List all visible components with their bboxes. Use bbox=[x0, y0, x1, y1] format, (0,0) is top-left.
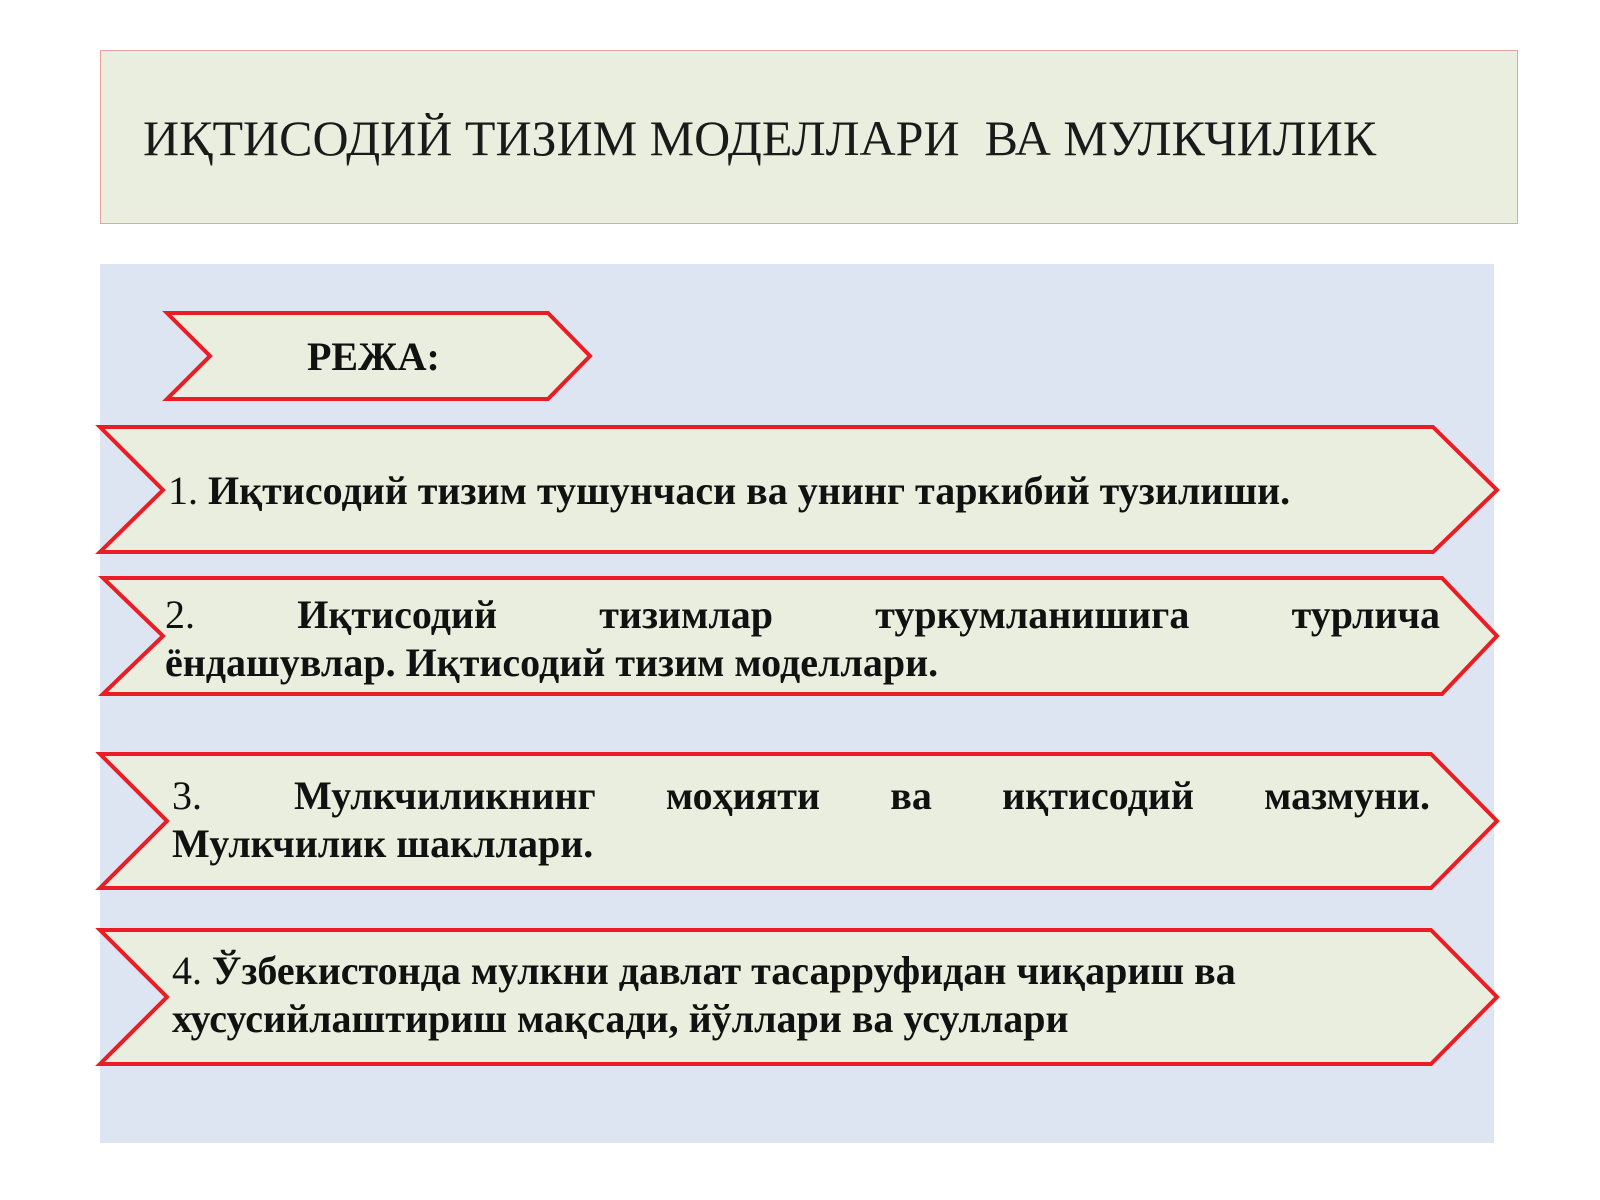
item-2-line1 bbox=[165, 591, 1440, 639]
item-3-word-1: Мулкчиликнинг bbox=[294, 773, 596, 818]
item-4-line1 bbox=[172, 947, 1236, 995]
item-2-line2: ёндашувлар. Иқтисодий тизим моделлари. bbox=[165, 640, 939, 685]
item-2-word-4: турлича bbox=[1291, 592, 1440, 637]
list-item-1 bbox=[168, 467, 1290, 515]
item-3-number-group bbox=[172, 772, 596, 820]
list-item-4 bbox=[172, 947, 1236, 1043]
item-2-word-3: туркумланишига bbox=[875, 592, 1190, 637]
item-4-number: 4. bbox=[172, 948, 202, 993]
item-3-line2: Мулкчилик шакллари. bbox=[172, 821, 594, 866]
list-item-2 bbox=[165, 591, 1440, 687]
item-2-word-1: Иқтисодий bbox=[297, 592, 498, 637]
item-4-line1-text: Ўзбекистонда мулкни давлат тасарруфидан чиқариш ва bbox=[212, 948, 1236, 993]
item-1-number: 1. bbox=[168, 468, 198, 513]
item-3-word-2: моҳияти bbox=[665, 773, 820, 818]
item-2-number: 2. bbox=[165, 592, 195, 637]
item-3-word-4: иқтисодий bbox=[1002, 773, 1194, 818]
item-3-line1 bbox=[172, 772, 1430, 820]
item-4-line2: хусусийлаштириш мақсади, йўллари ва усуллари bbox=[172, 996, 1069, 1041]
item-3-number: 3. bbox=[172, 773, 202, 818]
item-3-word-3: ва bbox=[890, 773, 932, 818]
item-2-word-2: тизимлар bbox=[599, 592, 774, 637]
list-item-3 bbox=[172, 772, 1430, 868]
item-1-text: Иқтисодий тизим тушунчаси ва унинг таркибий тузилиши. bbox=[208, 468, 1291, 513]
page-title: ИҚТИСОДИЙ ТИЗИМ МОДЕЛЛАРИ ВА МУЛКЧИЛИК bbox=[143, 110, 1377, 166]
item-3-word-5: мазмуни. bbox=[1264, 773, 1430, 818]
plan-label: РЕЖА: bbox=[307, 334, 440, 379]
